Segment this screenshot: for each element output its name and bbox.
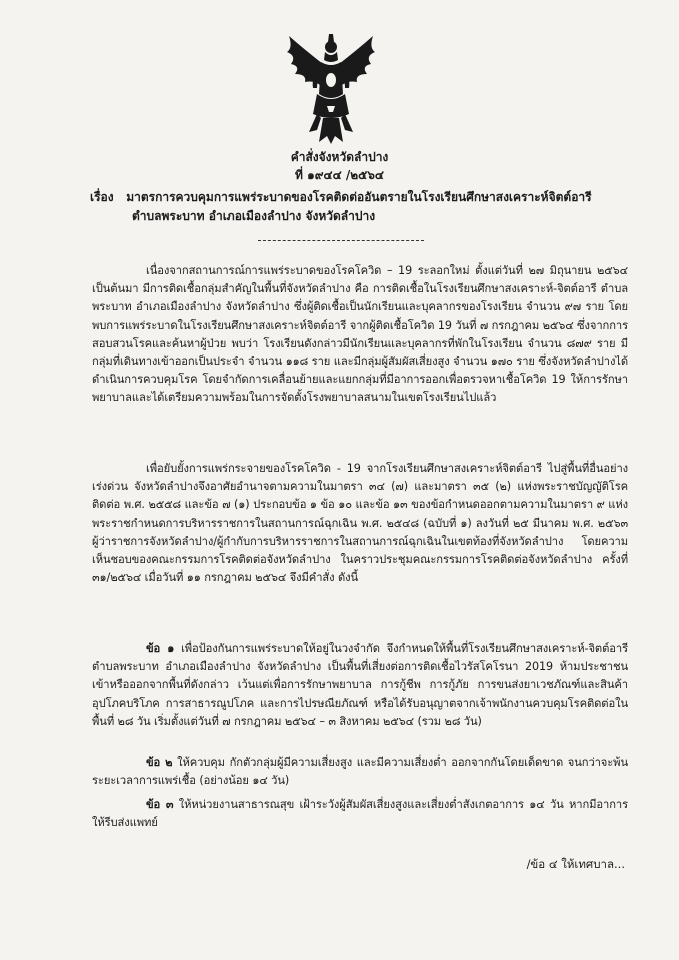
order-number: ที่ ๑๙๔๔ /๒๕๖๔ [295,168,384,182]
dashed-divider [258,240,424,241]
paragraph-1-text: เนื่องจากสถานการณ์การแพร่ระบาดของโรคโควิด – 19 ระลอกใหม่ ตั้งแต่วันที่ ๒๗ มิถุนายน ๒๕๖๔ เป็นต้นมา มีการติดเชื้อกลุ่มสำคัญในพื้นที่จังหวัดลำปาง คือ การติดเชื้อในโรงเรียนศึกษาสงเคราะห์-จิตต์อารี ตำบลพระบาท อำเภอเมืองลำปาง จังหวัดลำปาง ซึ่งผู้ติดเชื้อเป็นนักเรียนและบุคลากรของโรงเรียน จำนวน ๙๗ ราย โดยพบการแพร่ระบาดในโรงเรียนศึกษาสงเคราะห์จิตต์อารี จากผู้ติดเชื้อโควิด 19 วันที่ ๗ กรกฎาคม ๒๕๖๔ ซึ่งจากการสอบสวนโรคและค้นหาผู้ป่วย พบว่า โรงเรียนดังกล่าวมีนักเรียนและบุคลากรที่พักในโรงเรียน จำนวน ๘๗๙ ราย มีกลุ่มที่เดินทางเข้าออกเป็นประจำ จำนวน ๑๑๘ ราย และมีกลุ่มผู้สัมผัสเสี่ยงสูง จำนวน ๑๗๐ ราย ซึ่งจังหวัดลำปางได้ดำเนินการควบคุมโรค โดยจำกัดการเคลื่อนย้ายและแยกกลุ่มที่มีอาการออกเพื่อตรวจหาเชื้อโควิด 19 ให้การรักษาพยาบาลและได้เตรียมความพร้อมในการจัดตั้งโรงพยาบาลสนามในเขตโรงเรียนไปแล้ว [92,264,628,405]
subject-label: เรื่อง [90,190,114,204]
clause-3-text: ให้หน่วยงานสาธารณสุข เฝ้าระวังผู้สัมผัสเสี่ยงสูงและเสี่ยงต่ำสังเกตอาการ ๑๔ วัน หากมีอาการให้รีบส่งแพทย์ [92,798,628,830]
paragraph-2-text: เพื่อยับยั้งการแพร่กระจายของโรคโควิด - 19 จากโรงเรียนศึกษาสงเคราะห์จิตต์อารี ไปสู่พื้นที่อื่นอย่างเร่งด่วน จังหวัดลำปางจึงอาศัยอำนาจตามความในมาตรา ๓๔ (๗) และมาตรา ๓๕ (๒) แห่งพระราชบัญญัติโรคติดต่อ พ.ศ. ๒๕๕๘ และข้อ ๗ (๑) ประกอบข้อ ๑ ข้อ ๑๐ และข้อ ๑๓ ของข้อกำหนดออกตามความในมาตรา ๙ แห่งพระราชกำหนดการบริหารราชการในสถานการณ์ฉุกเฉิน พ.ศ. ๒๕๔๘ (ฉบับที่ ๑) ลงวันที่ ๒๕ มีนาคม พ.ศ. ๒๕๖๓ ผู้ว่าราชการจังหวัดลำปาง/ผู้กำกับการบริหารราชการในสถานการณ์ฉุกเฉินในเขตท้องที่จังหวัดลำปาง โดยความเห็นชอบของคณะกรรมการโรคติดต่อจังหวัดลำปาง ในคราวประชุมคณะกรรมการโรคติดต่อจังหวัดลำปาง ครั้งที่ ๓๑/๒๕๖๔ เมื่อวันที่ ๑๑ กรกฎาคม ๒๕๖๔ จึงมีคำสั่ง ดังนี้ [92,462,628,585]
subject-block [90,188,610,226]
paragraph-1 [92,262,628,408]
clause-2 [92,754,628,790]
subject-line-2: ตำบลพระบาท อำเภอเมืองลำปาง จังหวัดลำปาง [132,209,376,223]
clause-3 [92,796,628,832]
paragraph-2 [92,460,628,587]
clause-2-label: ข้อ ๒ [146,756,173,769]
clause-1 [92,640,628,731]
continuation-note: /ข้อ ๔ ให้เทศบาล... [526,857,625,871]
document-heading: คำสั่งจังหวัดลำปาง [290,150,389,164]
clause-3-label: ข้อ ๓ [146,798,174,811]
subject-line-1: มาตรการควบคุมการแพร่ระบาดของโรคติดต่ออันตรายในโรงเรียนศึกษาสงเคราะห์จิตต์อารี [126,190,592,204]
garuda-emblem-icon [283,30,379,145]
clause-2-text: ให้ควบคุม กักตัวกลุ่มผู้มีความเสี่ยงสูง และมีความเสี่ยงต่ำ ออกจากกันโดยเด็ดขาด จนกว่าจะพ้นระยะเวลาการแพร่เชื้อ (อย่างน้อย ๑๔ วัน) [92,756,628,788]
clause-1-label: ข้อ ๑ [146,642,175,655]
clause-1-text: เพื่อป้องกันการแพร่ระบาดให้อยู่ในวงจำกัด จึงกำหนดให้พื้นที่โรงเรียนศึกษาสงเคราะห์-จิตต์อารี ตำบลพระบาท อำเภอเมืองลำปาง จังหวัดลำปาง เป็นพื้นที่เสี่ยงต่อการติดเชื้อไวรัสโคโรนา 2019 ห้ามประชาชนเข้าหรือออกจากพื้นที่ดังกล่าว เว้นแต่เพื่อการรักษาพยาบาล การกู้ชีพ การกู้ภัย การขนส่งยาเวชภัณฑ์และสินค้าอุปโภคบริโภค การสาธารณูปโภค และการไปรษณียภัณฑ์ หรือได้รับอนุญาตจากเจ้าพนักงานควบคุมโรคติดต่อในพื้นที่ ๒๘ วัน เริ่มตั้งแต่วันที่ ๗ กรกฎาคม ๒๕๖๔ – ๓ สิงหาคม ๒๕๖๔ (รวม ๒๘ วัน) [92,642,628,728]
